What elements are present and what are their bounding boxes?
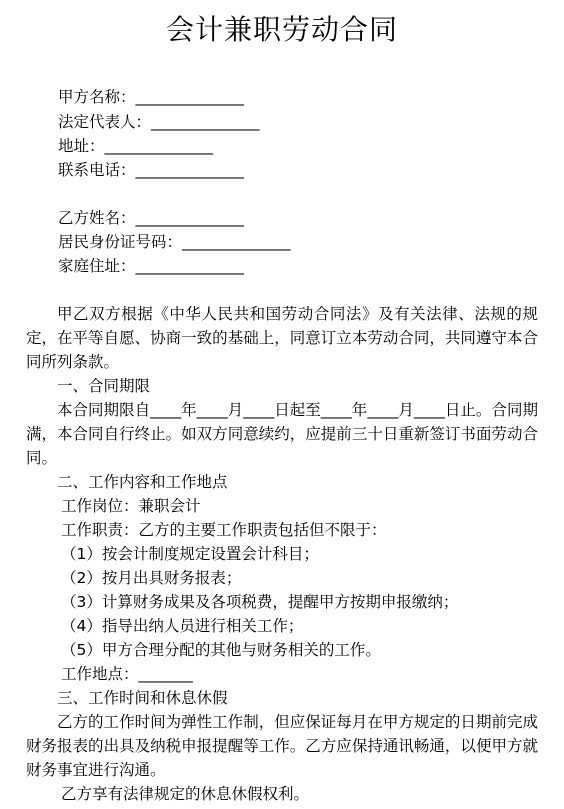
rest-rights: 乙方享有法律规定的休息休假权利。: [61, 785, 310, 803]
duty-item-4: （4）指导出纳人员进行相关工作；: [61, 617, 304, 635]
party-b-name-field: 乙方姓名：______________: [58, 209, 245, 227]
duty-item-2: （2）按月出具财务报表；: [61, 569, 242, 587]
work-position: 工作岗位：兼职会计: [61, 497, 201, 515]
section-1-heading: 一、合同期限: [57, 377, 151, 395]
work-location: 工作地点：_______: [61, 665, 193, 683]
duty-item-5: （5）甲方合理分配的其他与财务相关的工作。: [61, 641, 381, 659]
contract-title: 会计兼职劳动合同: [165, 13, 398, 46]
duties-intro: 工作职责：乙方的主要工作职责包括但不限于：: [61, 521, 387, 539]
duty-item-1: （1）按会计制度规定设置会计科目；: [61, 545, 319, 563]
id-number-field: 居民身份证号码：______________: [58, 233, 291, 251]
home-address-field: 家庭住址：______________: [58, 257, 245, 275]
phone-field: 联系电话：______________: [58, 161, 245, 179]
party-a-name-field: 甲方名称：______________: [58, 88, 245, 106]
duty-item-3: （3）计算财务成果及各项税费，提醒甲方按期申报缴纳；: [61, 593, 459, 611]
section-2-heading: 二、工作内容和工作地点: [57, 473, 228, 491]
section-1-body: 本合同期限自____年____月____日起至____年____月____日止。合同期满，本合同自行终止。如双方同意续约，应提前三十日重新签订书面劳动合同。: [26, 401, 538, 467]
address-field: 地址：______________: [58, 137, 214, 155]
legal-representative-field: 法定代表人：______________: [58, 113, 260, 131]
section-3-heading: 三、工作时间和休息休假: [57, 689, 228, 707]
section-3-body: 乙方的工作时间为弹性工作制，但应保证每月在甲方规定的日期前完成财务报表的出具及纳税申报提醒等工作。乙方应保持通讯畅通，以便甲方就财务事宜进行沟通。: [26, 713, 538, 779]
preamble-paragraph: 甲乙双方根据《中华人民共和国劳动合同法》及有关法律、法规的规定，在平等自愿、协商一致的基础上，同意订立本劳动合同，共同遵守本合同所列条款。: [26, 305, 538, 371]
